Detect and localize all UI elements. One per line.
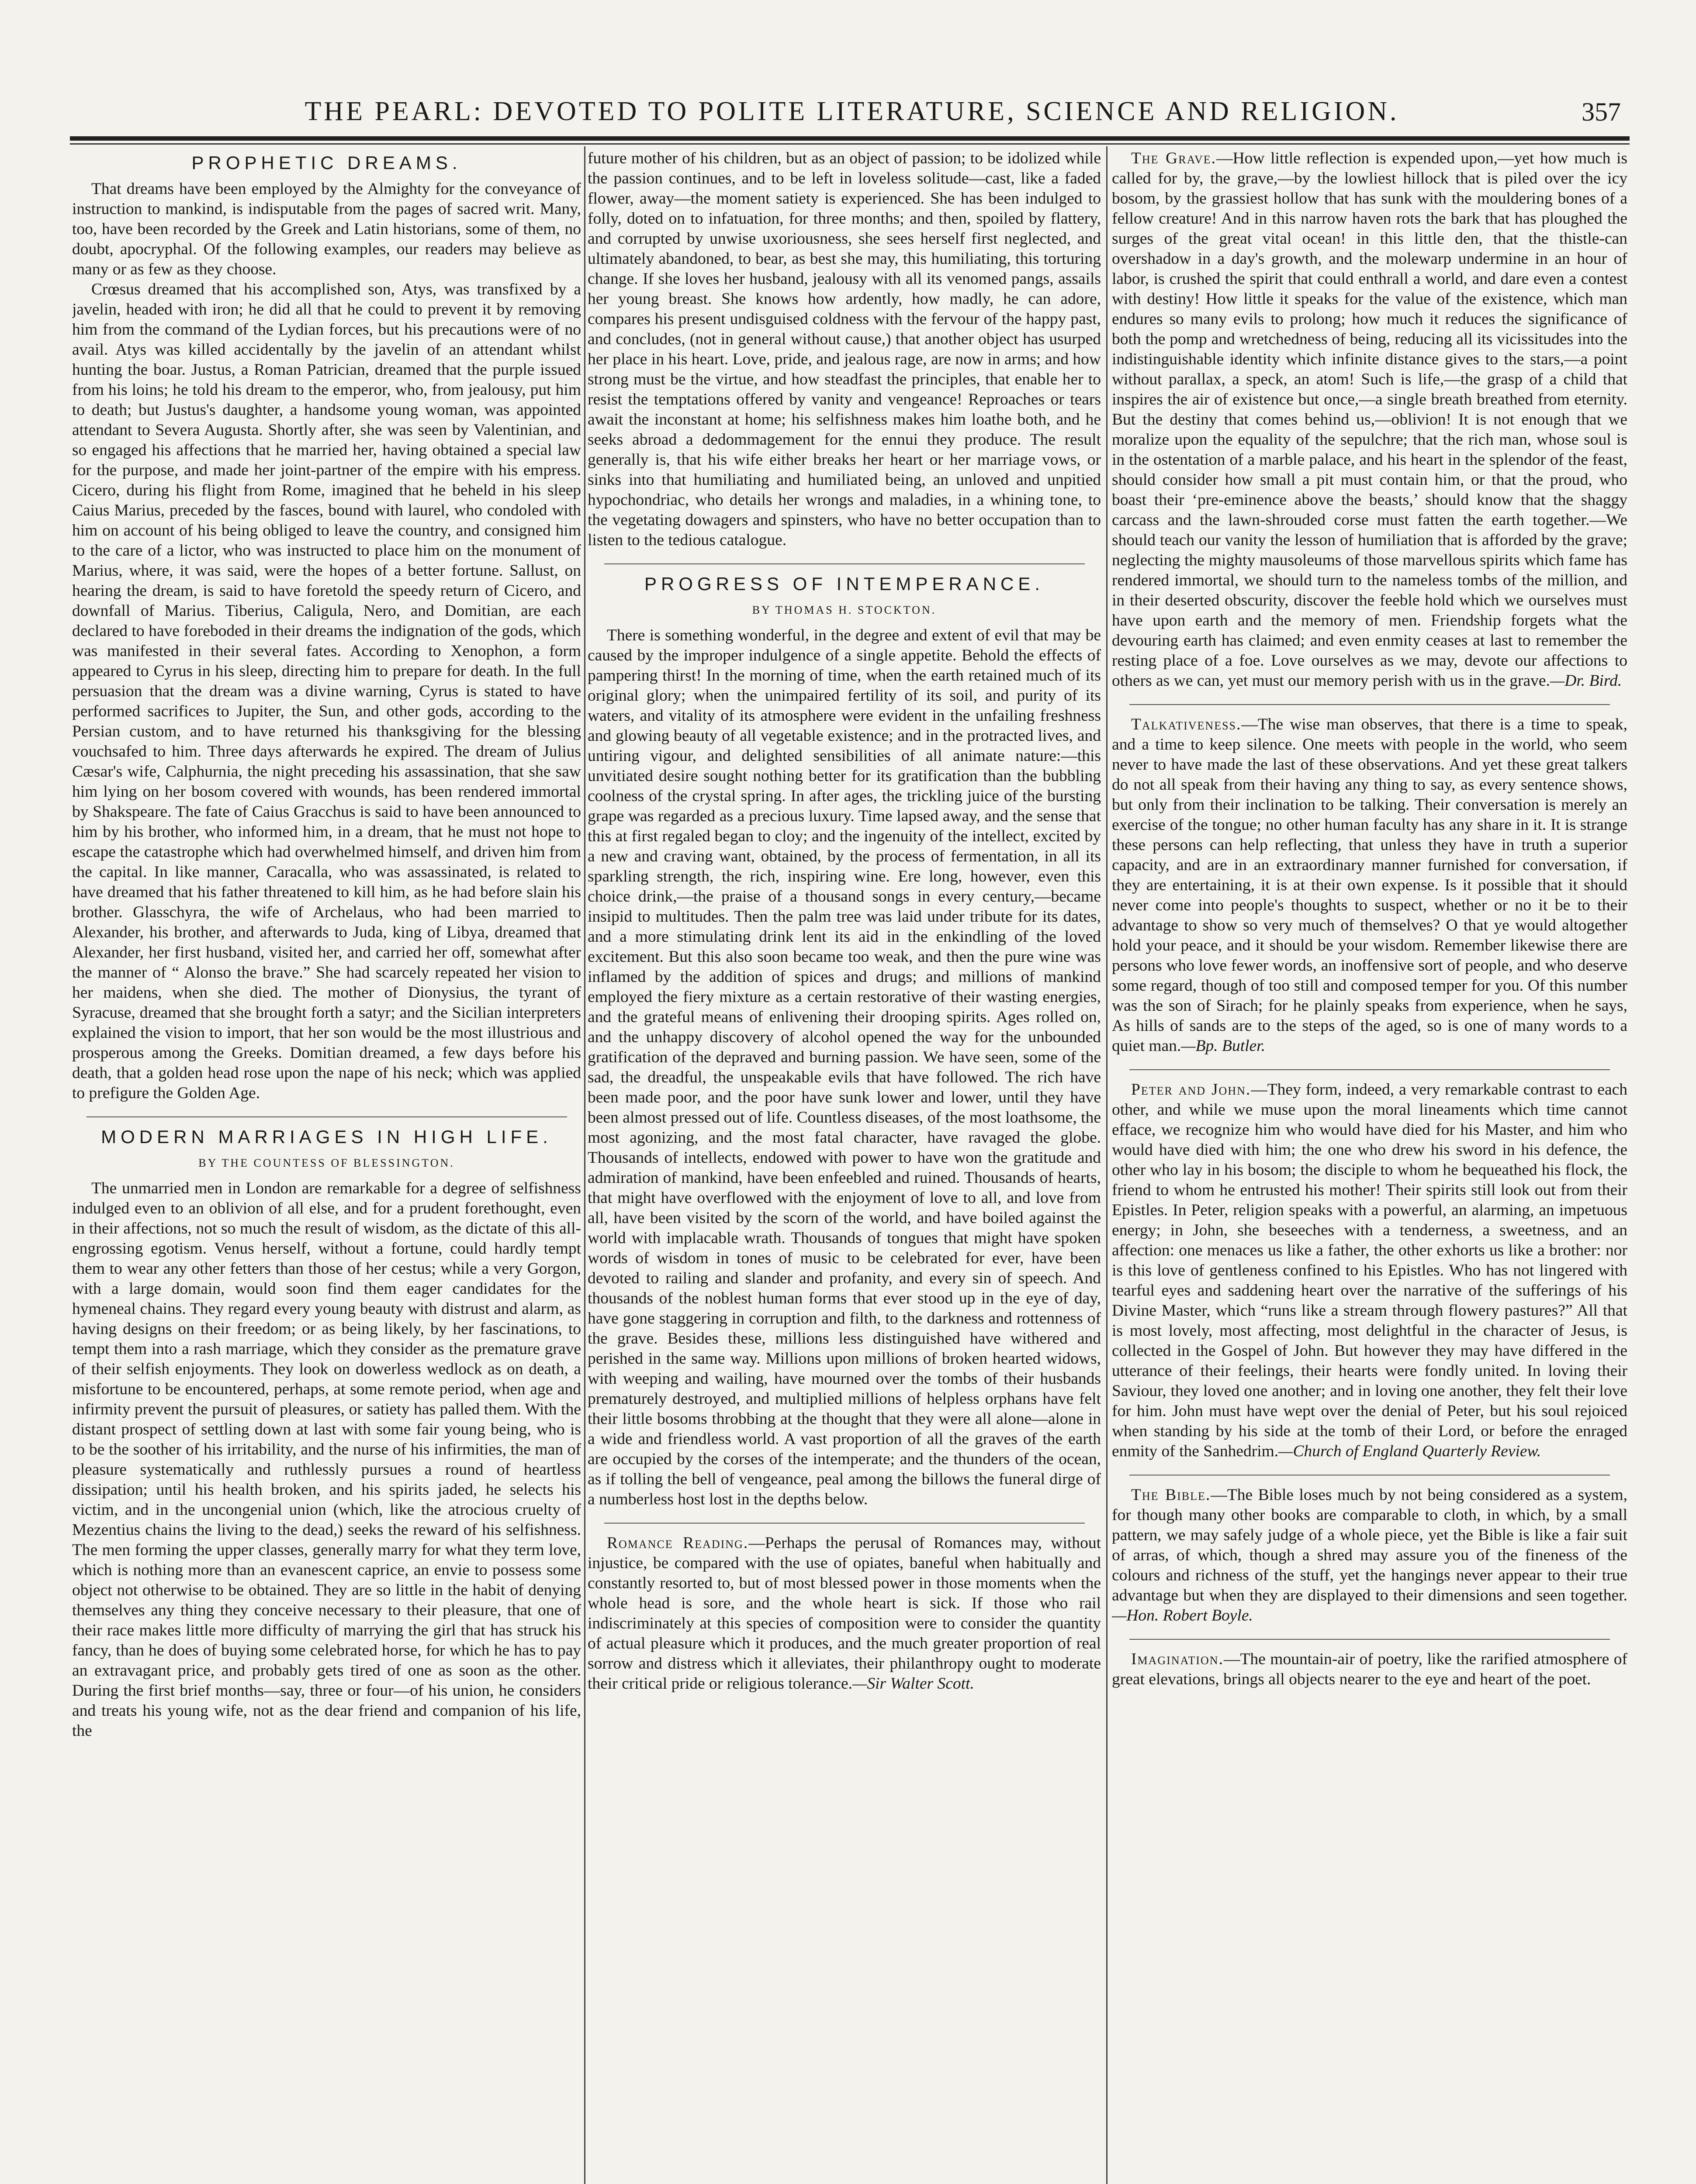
item-the-bible xyxy=(1112,1485,1627,1626)
item-heading: Peter and John. xyxy=(1131,1081,1251,1099)
column-2 xyxy=(588,149,1101,2184)
column-divider-1 xyxy=(584,146,585,2184)
item-text: —The mountain-air of poetry, like the rarified atmosphere of great elevations, brings all objects nearer to the eye and heart of the poet. xyxy=(1112,1650,1627,1688)
item-heading: The Bible. xyxy=(1131,1486,1211,1504)
section-divider xyxy=(1129,1069,1610,1070)
section-divider xyxy=(87,1116,567,1117)
item-heading: Talkativeness. xyxy=(1131,715,1242,733)
article-paragraph-continued: future mother of his children, but as an object of passion; to be idolized while the passion continues, and to be left in loveless solitude—cast, like a faded flower, away—the moment satiety is experienced. She has been indulged to folly, doted on to infatuation, for three months; and then, spoiled by flattery, and corrupted by unwise uxoriousness, she sees herself first neglected, and ultimately abandoned, to bear, as best she may, this humiliating, this torturing change. If she loves her husband, jealousy with all its venomed pangs, assails her young breast. She knows how ardently, how madly, he can adore, compares his present undisguised coldness with the fervour of the happy past, and concludes, (not in general without cause,) that another object has usurped her place in his heart. Love, pride, and jealous rage, are now in arms; and how strong must be the virtue, and how steadfast the principles, that enable her to resist the temptations offered by vanity and vengeance! Reproaches or tears await the inconstant at home; his selfishness makes him loathe both, and he seeks abroad a dedommagement for the ennui they produce. The result generally is, that his wife either breaks her heart or her marriage vows, or sinks into that humiliating and humiliated being, an unloved and unpitied hypochondriac, who details her wrongs and maladies, in a whining tone, to the vegetating dowagers and spinsters, who have no better occupation than to listen to the tedious catalogue. xyxy=(588,149,1101,549)
column-divider-2 xyxy=(1106,146,1108,2184)
item-text: —Perhaps the perusal of Romances may, without injustice, be compared with the use of opiates, baneful when habitually and constantly resorted to, but of most blessed power in those moments when the whole head is sore, and the whole heart is sick. If those who rail indiscriminately at this species of composition were to consider the quantity of actual pleasure which it produces, and the much greater proportion of real sorrow and distress which it alleviates, their philanthropy ought to moderate their critical pride or religious tolerance. xyxy=(588,1534,1101,1693)
article-byline: BY THE COUNTESS OF BLESSINGTON. xyxy=(198,1157,455,1169)
article-title: MODERN MARRIAGES IN HIGH LIFE. xyxy=(101,1127,552,1147)
item-attribution: —Bp. Butler. xyxy=(1181,1037,1265,1055)
article-title: PROPHETIC DREAMS. xyxy=(191,152,462,173)
article-byline: BY THOMAS H. STOCKTON. xyxy=(752,604,937,616)
item-text: —The Bible loses much by not being considered as a system, for though many other books are comparable to cloth, in which, by a small pattern, we may safely judge of a whole piece, yet the Bible is like a fair suit of arras, of which, though a shred may assure you of the fineness of the colours and richness of the stuff, yet the hangings never appear to their true advantage but when they are displayed to their dimensions and seen together. xyxy=(1112,1486,1627,1604)
item-the-grave xyxy=(1112,149,1627,691)
item-peter-and-john xyxy=(1112,1080,1627,1462)
running-title: THE PEARL: DEVOTED TO POLITE LITERATURE, SCIENCE AND RELIGION. xyxy=(305,97,1399,126)
item-text: —How little reflection is expended upon,—yet how much is called for by, the grave,—by the lowliest hillock that is piled over the icy bosom, by the grassiest hollow that has sunk with the mouldering bones of a fellow creature! And in this narrow haven rots the bark that has ploughed the surges of the great vital ocean! in this little den, that the thistle-can overshadow in a day's growth, and the molewarp undermine in an hour of labor, is crushed the spirit that could enthrall a world, and dare even a contest with destiny! How little it speaks for the value of the existence, which man endures so many evils to prolong; how much it reduces the significance of both the pomp and wretchedness of being, reducing all its vicissitudes into the indistinguishable identity which infinite distance gives to the stars,—a point without parallax, a speck, an atom! Such is life,—the grasp of a child that inspires the air of existence but once,—a single breath breathed from eternity. But the destiny that comes behind us,—oblivion! It is not enough that we moralize upon the equality of the sepulchre; that the rich man, whose soul is in the ostentation of a marble palace, and his heart in the splendor of the feast, should consider how small a pit must contain him, or that the proud, who boast their ‘pre-eminence above the beasts,’ should know that the shaggy carcass and the lawn-shrouded corse must fatten the earth together.—We should teach our vanity the lesson of humiliation that is afforded by the grave; neglecting the mighty mausoleums of those marvellous spirits which fame has rendered immortal, we should turn to the nameless tombs of the million, and in their deserted obscurity, discover the feeble hold which we ourselves must have upon earth and the memory of men. Friendship forgets what the devouring earth has claimed; and even enmity ceases at last to remember the resting place of a foe. Love ourselves as we may, devote our affections to others as we can, yet must our memory perish with us in the grave. xyxy=(1112,149,1627,690)
article-paragraph: That dreams have been employed by the Almighty for the conveyance of instruction to mankind, is indisputable from the pages of sacred writ. Many, too, have been recorded by the Greek and Latin historians, some of them, no doubt, apocryphal. Of the following examples, our readers may believe as many or as few as they choose. xyxy=(72,180,581,278)
article-paragraph: Crœsus dreamed that his accomplished son, Atys, was transfixed by a javelin, headed with iron; he did all that he could to prevent it by removing him from the command of the Lydian forces, but his precautions were of no avail. Atys was killed accidentally by the javelin of an attendant whilst hunting the boar. Justus, a Roman Patrician, dreamed that the purple issued from his loins; he told his dream to the emperor, who, from jealousy, put him to death; but Justus's daughter, a handsome young woman, was appointed attendant to Severa Augusta. Shortly after, she was seen by Valentinian, and so engaged his affections that he married her, having obtained a special law for the purpose, and made her joint-partner of the empire with his empress. Cicero, during his flight from Rome, imagined that he beheld in his sleep Caius Marius, preceded by the fasces, bound with laurel, who condoled with him on account of his being obliged to leave the country, and consigned him to the care of a lictor, who was instructed to place him on the monument of Marius, where, it was said, were the hopes of a better fortune. Sallust, on hearing the dream, is said to have foretold the speedy return of Cicero, and downfall of Marius. Tiberius, Caligula, Nero, and Domitian, are each declared to have foreboded in their dreams the indignation of the gods, which was manifested in their several fates. According to Xenophon, a form appeared to Cyrus in his sleep, directing him to prepare for death. In the full persuasion that the dream was a divine warning, Cyrus is stated to have performed sacrifices to Jupiter, the Sun, and other gods, according to the Persian custom, and to have returned his thanksgiving for the blessing vouchsafed to him. Three days afterwards he expired. The dream of Julius Cæsar's wife, Calphurnia, the night preceding his assassination, that she saw him lying on her bosom covered with wounds, has been rendered immortal by Shakspeare. The fate of Caius Gracchus is said to have been announced to him by his brother, who informed him, in a dream, that he must not hope to escape the catastrophe which had overwhelmed himself, and driven him from the capital. In like manner, Caracalla, who was assassinated, is related to have dreamed that his father threatened to kill him, as he had before slain his brother. Glasschyra, the wife of Archelaus, who had been married to Alexander, his brother, and afterwards to Juda, king of Libya, dreamed that Alexander, her first husband, visited her, and carried her off, somewhat after the manner of “ Alonso the brave.” She had scarcely repeated her vision to her maidens, when she died. The mother of Dionysius, the tyrant of Syracuse, dreamed that she brought forth a satyr; and the Sicilian interpreters explained the vision to import, that her son would be the most illustrious and prosperous among the Greeks. Domitian dreamed, a few days before his death, that a golden head rose upon the nape of his neck; which was applied to prefigure the Golden Age. xyxy=(72,280,581,1102)
article-title: PROGRESS OF INTEMPERANCE. xyxy=(644,574,1045,594)
article-paragraph: There is something wonderful, in the degree and extent of evil that may be caused by the improper indulgence of a single appetite. Behold the effects of pampering thirst! In the morning of time, when the earth retained much of its original glory; when the unimpaired fertility of its soil, and purity of its waters, and vitality of its atmosphere were evident in the unfailing freshness and glowing beauty of all vegetable existence; and in the protracted lives, and untiring vigour, and delighted sensibilities of all animate nature:—this unvitiated desire sought nothing better for its gratification than the bubbling coolness of the crystal spring. In after ages, the trickling juice of the bursting grape was regarded as a precious luxury. Time lapsed away, and the sense that this at first regaled began to cloy; and the ingenuity of the intellect, excited by a new and craving want, obtained, by the process of fermentation, in all its sparkling strength, the rich, inspiring wine. Ere long, however, even this choice drink,—the praise of a thousand songs in every century,—became insipid to multitudes. Then the palm tree was laid under tribute for its dates, and a more stimulating drink lent its aid in the enkindling of the loved excitement. But this also soon became too weak, and then the pure wine was inflamed by the addition of spices and drugs; and millions of mankind employed the fiery mixture as a certain restorative of their wasting energies, and the grateful means of enlivening their drooping spirits. Ages rolled on, and the unhappy discovery of alcohol opened the way for the unbounded gratification of the depraved and burning passion. We have seen, some of the sad, the dreadful, the unspeakable evils that have followed. The rich have been made poor, and the poor have sunk lower and lower, until they have been almost pressed out of life. Countless diseases, of the most loathsome, the most agonizing, and the most fatal character, have ravaged the globe. Thousands of intellects, endowed with power to have won the gratitude and admiration of mankind, have been enfeebled and ruined. Thousands of hearts, that might have overflowed with the enjoyment of love to all, and love from all, have been visited by the scorn of the world, and have boiled against the world with implacable wrath. Thousands of tongues that might have spoken words of wisdom in tones of music to be celebrated for ever, have been devoted to railing and slander and profanity, and every sin of speech. And thousands of the noblest human forms that ever stood up in the eye of day, have gone staggering in corruption and filth, to the darkness and rottenness of the grave. Besides these, millions less distinguished have withered and perished in the same way. Millions upon millions of broken hearted widows, with weeping and wailing, have mourned over the tombs of their husbands prematurely destroyed, and multiplied millions of helpless orphans have felt their little bosoms throbbing at the thought that they were all alone—alone in a wide and friendless world. A vast proportion of all the graves of the earth are occupied by the corses of the intemperate; and the thunders of the ocean, as if tolling the bell of vengeance, peal among the billows the funeral dirge of a numberless host lost in the depths below. xyxy=(588,626,1101,1508)
item-heading: Romance Reading. xyxy=(607,1534,749,1552)
header-rule-thin xyxy=(70,143,1630,145)
item-heading: Imagination. xyxy=(1131,1650,1224,1668)
section-divider xyxy=(1129,704,1610,705)
column-1 xyxy=(72,149,581,2184)
item-imagination xyxy=(1112,1649,1627,1690)
item-text: —The wise man observes, that there is a time to speak, and a time to keep silence. One meets with people in the world, who seem never to have made the last of these observations. And yet these great talkers do not all speak from their having any thing to say, as every sentence shows, but only from their inclination to be talking. Their conversation is merely an exercise of the tongue; no other human faculty has any share in it. It is strange these persons can help reflecting, that unless they have in truth a superior capacity, and are in an extraordinary manner furnished for conversation, if they are entertaining, it is at their own expense. Is it possible that it should never come into people's thoughts to suspect, whether or no it be to their advantage to show so very much of themselves? O that ye would altogether hold your peace, and it should be your wisdom. Remember likewise there are persons who love fewer words, an inoffensive sort of people, and who deserve some regard, though of too still and composed temper for you. Of this number was the son of Sirach; for he plainly speaks from experience, when he says, As hills of sands are to the steps of the aged, so is one of many words to a quiet man. xyxy=(1112,715,1627,1055)
item-heading: The Grave. xyxy=(1131,149,1217,167)
section-divider xyxy=(604,563,1085,564)
item-attribution: —Dr. Bird. xyxy=(1550,672,1622,690)
item-attribution: —Sir Walter Scott. xyxy=(852,1675,974,1693)
article-progress-of-intemperance xyxy=(588,574,1101,1510)
item-attribution: —Hon. Robert Boyle. xyxy=(1112,1607,1253,1624)
section-divider xyxy=(604,1523,1085,1524)
column-3 xyxy=(1112,149,1627,2184)
item-attribution: —Church of England Quarterly Review. xyxy=(1278,1442,1541,1460)
page-number: 357 xyxy=(1582,97,1621,126)
header-rule-thick xyxy=(70,136,1630,141)
article-modern-marriages xyxy=(72,1127,581,1741)
article-prophetic-dreams xyxy=(72,153,581,1103)
item-text: —They form, indeed, a very remarkable contrast to each other, and while we muse upon the moral lineaments which time cannot efface, we recognize him who would have died for his Master, and him who would have died with him; the one who drew his sword in his defence, the other who lay in his bosom; the disciple to whom he bequeathed his flock, the friend to whom he entrusted his mother! Their spirits still look out from their Epistles. In Peter, religion speaks with a powerful, an alarming, an impetuous energy; in John, she beseeches with a tenderness, a sweetness, and an affection: one menaces us like a father, the other exhorts us like a brother: nor is this love of gentleness confined to his Epistles. Who has not lingered with tearful eyes and saddening heart over the narrative of the sufferings of his Divine Master, which “runs like a stream through flowery pastures?” All that is most lovely, most affecting, most delightful in the character of Jesus, is collected in the Gospel of John. But however they may have differed in the utterance of their feelings, their hearts were fondly united. In loving their Saviour, they loved one another; and in loving one another, they felt their love for him. John must have wept over the denial of Peter, but his soul rejoiced when standing by his side at the tomb of their Lord, or before the enraged enmity of the Sanhedrim. xyxy=(1112,1081,1627,1460)
article-paragraph: The unmarried men in London are remarkable for a degree of selfishness indulged even to an oblivion of all else, and for a prudent forethought, even in their affections, not so much the result of wisdom, as the dictate of this all-engrossing egotism. Venus herself, without a fortune, could hardly tempt them to wear any other fetters than those of her cestus; while a very Gorgon, with a large domain, would soon find them eager candidates for the hymeneal chains. They regard every young beauty with distrust and alarm, as having designs on their freedom; or as being likely, by her fascinations, to tempt them into a rash marriage, which they consider as the premature grave of their selfish enjoyments. They look on dowerless wedlock as on death, a misfortune to be encountered, perhaps, at some remote period, when age and infirmity prevent the pursuit of pleasures, or satiety has palled them. With the distant prospect of settling down at last with some fair young being, who is to be the soother of his irritability, and the nurse of his infirmities, the man of pleasure systematically and ruthlessly pursues a round of heartless dissipation; until his health broken, and his spirits jaded, he selects his victim, and in the uncongenial union (which, like the atrocious cruelty of Mezentius chains the living to the dead,) seeks the reward of his selfishness. The men forming the upper classes, generally marry for what they term love, which is nothing more than an evanescent caprice, an envie to possess some object not otherwise to be obtained. They are so little in the habit of denying themselves any thing they conceive necessary to their pleasure, that one of their race makes little more difficulty of marrying the girl that has struck his fancy, than he does of buying some celebrated horse, for which he has to pay an extravagant price, and probably gets tired of one as soon as the other. During the first brief months—say, three or four—of his union, he considers and treats his young wife, not as the dear friend and companion of his life, the xyxy=(72,1179,581,1740)
item-romance-reading xyxy=(588,1533,1101,1694)
item-talkativeness xyxy=(1112,715,1627,1056)
section-divider xyxy=(1129,1475,1610,1476)
section-divider xyxy=(1129,1639,1610,1640)
page-header xyxy=(66,87,1638,140)
